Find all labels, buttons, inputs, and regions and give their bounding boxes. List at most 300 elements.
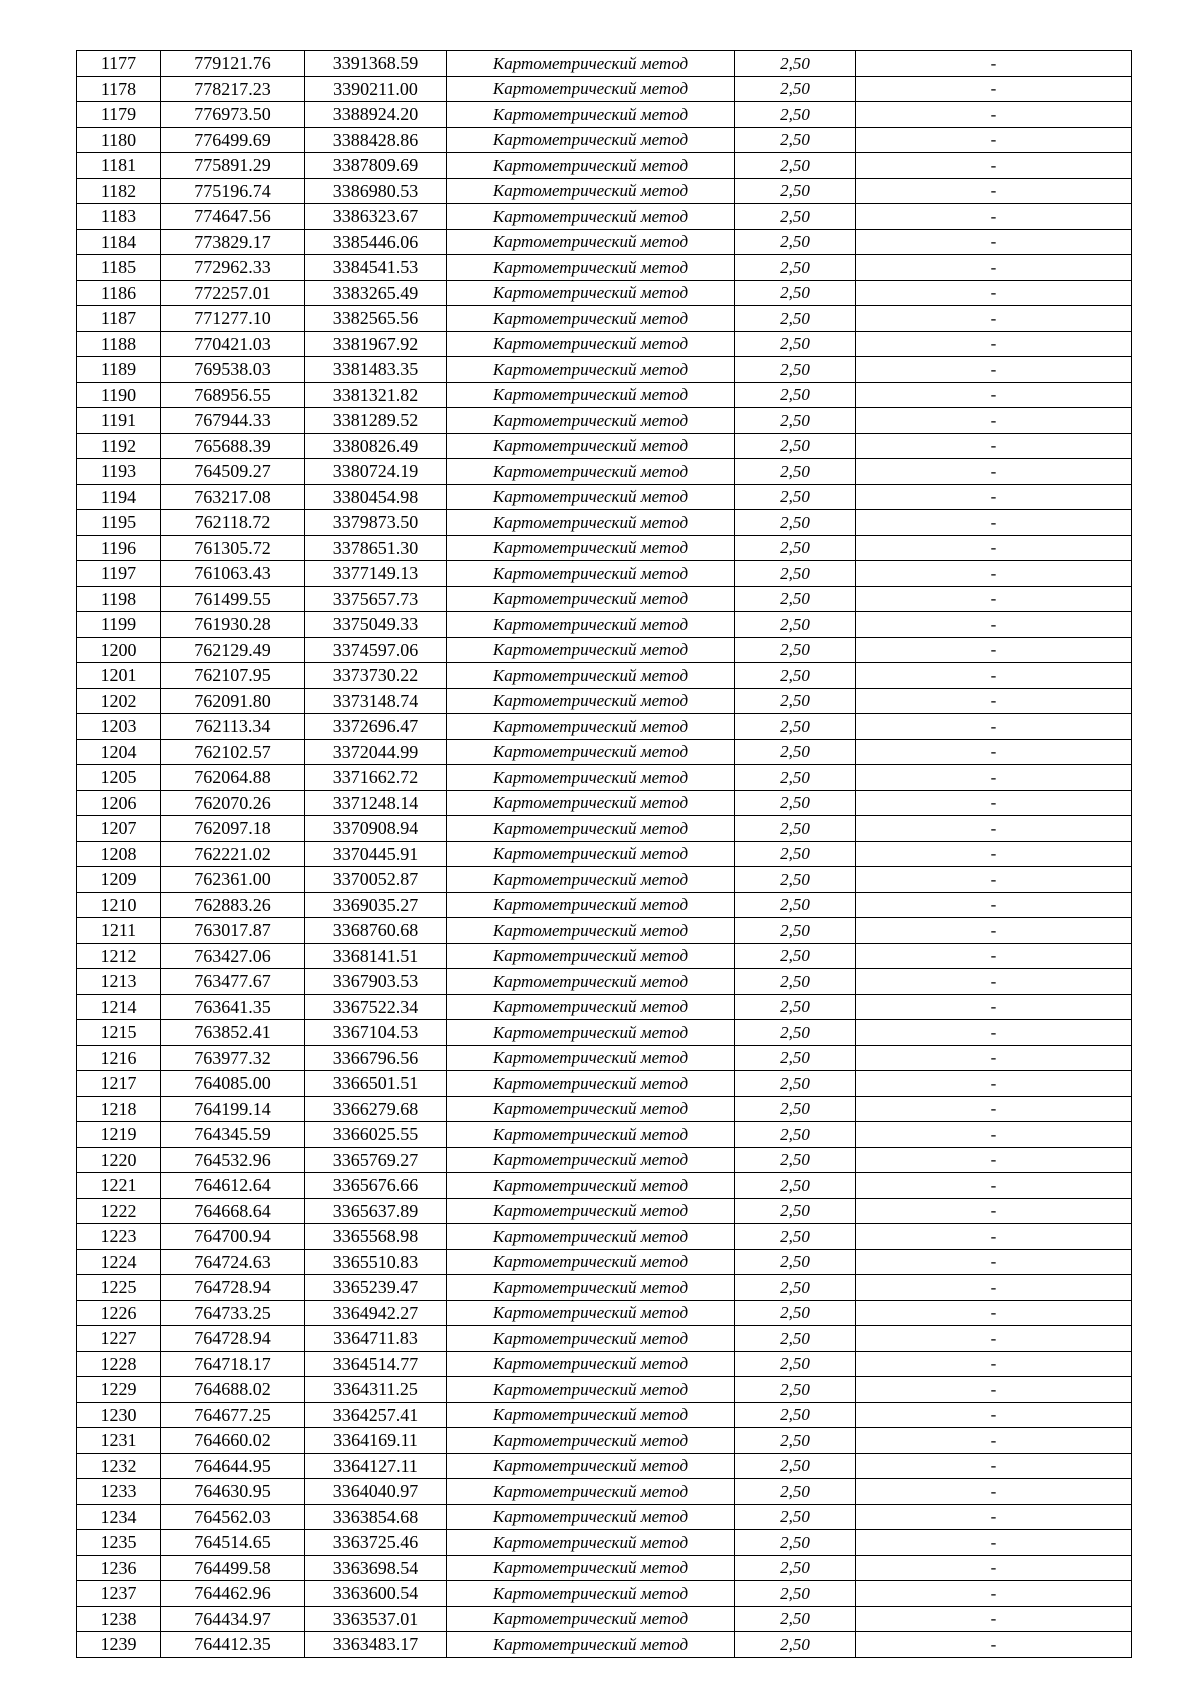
table-row	[77, 1479, 1132, 1505]
method-cell: Картометрический метод	[447, 816, 735, 842]
point-number-cell: 1203	[77, 714, 161, 740]
method-cell: Картометрический метод	[447, 255, 735, 281]
x-coordinate-cell: 764630.95	[161, 1479, 305, 1505]
y-coordinate-cell: 3384541.53	[305, 255, 447, 281]
note-cell: -	[856, 102, 1132, 128]
method-cell: Картометрический метод	[447, 1632, 735, 1658]
method-cell: Картометрический метод	[447, 76, 735, 102]
y-coordinate-cell: 3370052.87	[305, 867, 447, 893]
note-cell: -	[856, 510, 1132, 536]
method-cell: Картометрический метод	[447, 510, 735, 536]
point-number-cell: 1204	[77, 739, 161, 765]
table-row	[77, 382, 1132, 408]
x-coordinate-cell: 764718.17	[161, 1351, 305, 1377]
method-cell: Картометрический метод	[447, 586, 735, 612]
y-coordinate-cell: 3368760.68	[305, 918, 447, 944]
method-cell: Картометрический метод	[447, 1198, 735, 1224]
point-number-cell: 1196	[77, 535, 161, 561]
point-number-cell: 1232	[77, 1453, 161, 1479]
x-coordinate-cell: 779121.76	[161, 51, 305, 77]
y-coordinate-cell: 3367903.53	[305, 969, 447, 995]
note-cell: -	[856, 1428, 1132, 1454]
x-coordinate-cell: 762221.02	[161, 841, 305, 867]
x-coordinate-cell: 764700.94	[161, 1224, 305, 1250]
note-cell: -	[856, 408, 1132, 434]
y-coordinate-cell: 3372696.47	[305, 714, 447, 740]
precision-cell: 2,50	[735, 76, 856, 102]
x-coordinate-cell: 773829.17	[161, 229, 305, 255]
method-cell: Картометрический метод	[447, 204, 735, 230]
precision-cell: 2,50	[735, 1402, 856, 1428]
method-cell: Картометрический метод	[447, 1530, 735, 1556]
y-coordinate-cell: 3382565.56	[305, 306, 447, 332]
precision-cell: 2,50	[735, 127, 856, 153]
x-coordinate-cell: 762118.72	[161, 510, 305, 536]
y-coordinate-cell: 3379873.50	[305, 510, 447, 536]
table-row	[77, 994, 1132, 1020]
table-row	[77, 561, 1132, 587]
point-number-cell: 1189	[77, 357, 161, 383]
point-number-cell: 1187	[77, 306, 161, 332]
method-cell: Картометрический метод	[447, 1096, 735, 1122]
table-row	[77, 1632, 1132, 1658]
note-cell: -	[856, 1479, 1132, 1505]
x-coordinate-cell: 761930.28	[161, 612, 305, 638]
x-coordinate-cell: 763852.41	[161, 1020, 305, 1046]
table-row	[77, 433, 1132, 459]
point-number-cell: 1195	[77, 510, 161, 536]
note-cell: -	[856, 76, 1132, 102]
method-cell: Картометрический метод	[447, 51, 735, 77]
point-number-cell: 1191	[77, 408, 161, 434]
method-cell: Картометрический метод	[447, 790, 735, 816]
precision-cell: 2,50	[735, 1300, 856, 1326]
method-cell: Картометрический метод	[447, 612, 735, 638]
y-coordinate-cell: 3363725.46	[305, 1530, 447, 1556]
point-number-cell: 1179	[77, 102, 161, 128]
point-number-cell: 1211	[77, 918, 161, 944]
x-coordinate-cell: 764412.35	[161, 1632, 305, 1658]
precision-cell: 2,50	[735, 1504, 856, 1530]
y-coordinate-cell: 3364514.77	[305, 1351, 447, 1377]
note-cell: -	[856, 331, 1132, 357]
precision-cell: 2,50	[735, 484, 856, 510]
precision-cell: 2,50	[735, 1198, 856, 1224]
note-cell: -	[856, 663, 1132, 689]
point-number-cell: 1226	[77, 1300, 161, 1326]
note-cell: -	[856, 127, 1132, 153]
x-coordinate-cell: 776499.69	[161, 127, 305, 153]
method-cell: Картометрический метод	[447, 382, 735, 408]
y-coordinate-cell: 3366279.68	[305, 1096, 447, 1122]
note-cell: -	[856, 1326, 1132, 1352]
table-row	[77, 867, 1132, 893]
point-number-cell: 1202	[77, 688, 161, 714]
point-number-cell: 1193	[77, 459, 161, 485]
y-coordinate-cell: 3386323.67	[305, 204, 447, 230]
point-number-cell: 1184	[77, 229, 161, 255]
precision-cell: 2,50	[735, 433, 856, 459]
note-cell: -	[856, 1300, 1132, 1326]
precision-cell: 2,50	[735, 280, 856, 306]
point-number-cell: 1200	[77, 637, 161, 663]
y-coordinate-cell: 3365568.98	[305, 1224, 447, 1250]
table-row	[77, 229, 1132, 255]
point-number-cell: 1220	[77, 1147, 161, 1173]
x-coordinate-cell: 764728.94	[161, 1275, 305, 1301]
method-cell: Картометрический метод	[447, 1479, 735, 1505]
point-number-cell: 1185	[77, 255, 161, 281]
y-coordinate-cell: 3363600.54	[305, 1581, 447, 1607]
y-coordinate-cell: 3370908.94	[305, 816, 447, 842]
note-cell: -	[856, 816, 1132, 842]
table-row	[77, 790, 1132, 816]
method-cell: Картометрический метод	[447, 306, 735, 332]
table-row	[77, 1198, 1132, 1224]
table-row	[77, 535, 1132, 561]
method-cell: Картометрический метод	[447, 765, 735, 791]
table-row	[77, 1249, 1132, 1275]
method-cell: Картометрический метод	[447, 178, 735, 204]
table-row	[77, 841, 1132, 867]
x-coordinate-cell: 764612.64	[161, 1173, 305, 1199]
precision-cell: 2,50	[735, 1632, 856, 1658]
y-coordinate-cell: 3366501.51	[305, 1071, 447, 1097]
point-number-cell: 1233	[77, 1479, 161, 1505]
precision-cell: 2,50	[735, 204, 856, 230]
method-cell: Картометрический метод	[447, 561, 735, 587]
method-cell: Картометрический метод	[447, 1045, 735, 1071]
x-coordinate-cell: 762064.88	[161, 765, 305, 791]
precision-cell: 2,50	[735, 229, 856, 255]
y-coordinate-cell: 3368141.51	[305, 943, 447, 969]
y-coordinate-cell: 3371662.72	[305, 765, 447, 791]
y-coordinate-cell: 3381289.52	[305, 408, 447, 434]
table-row	[77, 1555, 1132, 1581]
table-row	[77, 688, 1132, 714]
precision-cell: 2,50	[735, 1147, 856, 1173]
x-coordinate-cell: 775196.74	[161, 178, 305, 204]
table-row	[77, 918, 1132, 944]
table-row	[77, 1453, 1132, 1479]
note-cell: -	[856, 1224, 1132, 1250]
table-row	[77, 255, 1132, 281]
x-coordinate-cell: 763217.08	[161, 484, 305, 510]
x-coordinate-cell: 762091.80	[161, 688, 305, 714]
note-cell: -	[856, 1249, 1132, 1275]
precision-cell: 2,50	[735, 408, 856, 434]
table-row	[77, 204, 1132, 230]
method-cell: Картометрический метод	[447, 1071, 735, 1097]
method-cell: Картометрический метод	[447, 1504, 735, 1530]
method-cell: Картометрический метод	[447, 331, 735, 357]
precision-cell: 2,50	[735, 561, 856, 587]
point-number-cell: 1180	[77, 127, 161, 153]
table-row	[77, 1326, 1132, 1352]
y-coordinate-cell: 3385446.06	[305, 229, 447, 255]
note-cell: -	[856, 204, 1132, 230]
method-cell: Картометрический метод	[447, 535, 735, 561]
point-number-cell: 1239	[77, 1632, 161, 1658]
note-cell: -	[856, 612, 1132, 638]
x-coordinate-cell: 762102.57	[161, 739, 305, 765]
table-row	[77, 1045, 1132, 1071]
method-cell: Картометрический метод	[447, 943, 735, 969]
note-cell: -	[856, 765, 1132, 791]
x-coordinate-cell: 764688.02	[161, 1377, 305, 1403]
point-number-cell: 1205	[77, 765, 161, 791]
point-number-cell: 1224	[77, 1249, 161, 1275]
precision-cell: 2,50	[735, 918, 856, 944]
method-cell: Картометрический метод	[447, 1224, 735, 1250]
table-row	[77, 510, 1132, 536]
table-row	[77, 586, 1132, 612]
x-coordinate-cell: 770421.03	[161, 331, 305, 357]
y-coordinate-cell: 3363698.54	[305, 1555, 447, 1581]
method-cell: Картометрический метод	[447, 1300, 735, 1326]
table-row	[77, 280, 1132, 306]
y-coordinate-cell: 3363537.01	[305, 1606, 447, 1632]
note-cell: -	[856, 943, 1132, 969]
method-cell: Картометрический метод	[447, 688, 735, 714]
method-cell: Картометрический метод	[447, 408, 735, 434]
note-cell: -	[856, 433, 1132, 459]
x-coordinate-cell: 764668.64	[161, 1198, 305, 1224]
y-coordinate-cell: 3373148.74	[305, 688, 447, 714]
table-row	[77, 1020, 1132, 1046]
method-cell: Картометрический метод	[447, 714, 735, 740]
point-number-cell: 1210	[77, 892, 161, 918]
point-number-cell: 1217	[77, 1071, 161, 1097]
y-coordinate-cell: 3365510.83	[305, 1249, 447, 1275]
y-coordinate-cell: 3364711.83	[305, 1326, 447, 1352]
method-cell: Картометрический метод	[447, 433, 735, 459]
point-number-cell: 1223	[77, 1224, 161, 1250]
note-cell: -	[856, 280, 1132, 306]
table-row	[77, 357, 1132, 383]
point-number-cell: 1198	[77, 586, 161, 612]
point-number-cell: 1206	[77, 790, 161, 816]
table-row	[77, 714, 1132, 740]
precision-cell: 2,50	[735, 1581, 856, 1607]
method-cell: Картометрический метод	[447, 280, 735, 306]
precision-cell: 2,50	[735, 1045, 856, 1071]
note-cell: -	[856, 306, 1132, 332]
x-coordinate-cell: 762113.34	[161, 714, 305, 740]
method-cell: Картометрический метод	[447, 1122, 735, 1148]
x-coordinate-cell: 761305.72	[161, 535, 305, 561]
precision-cell: 2,50	[735, 459, 856, 485]
y-coordinate-cell: 3381321.82	[305, 382, 447, 408]
y-coordinate-cell: 3390211.00	[305, 76, 447, 102]
precision-cell: 2,50	[735, 178, 856, 204]
table-row	[77, 153, 1132, 179]
y-coordinate-cell: 3365637.89	[305, 1198, 447, 1224]
note-cell: -	[856, 637, 1132, 663]
point-number-cell: 1227	[77, 1326, 161, 1352]
note-cell: -	[856, 688, 1132, 714]
precision-cell: 2,50	[735, 994, 856, 1020]
note-cell: -	[856, 459, 1132, 485]
method-cell: Картометрический метод	[447, 102, 735, 128]
table-row	[77, 1071, 1132, 1097]
x-coordinate-cell: 767944.33	[161, 408, 305, 434]
x-coordinate-cell: 768956.55	[161, 382, 305, 408]
table-row	[77, 51, 1132, 77]
note-cell: -	[856, 1402, 1132, 1428]
note-cell: -	[856, 51, 1132, 77]
note-cell: -	[856, 1147, 1132, 1173]
y-coordinate-cell: 3370445.91	[305, 841, 447, 867]
note-cell: -	[856, 1504, 1132, 1530]
precision-cell: 2,50	[735, 357, 856, 383]
note-cell: -	[856, 535, 1132, 561]
x-coordinate-cell: 764644.95	[161, 1453, 305, 1479]
y-coordinate-cell: 3388428.86	[305, 127, 447, 153]
point-number-cell: 1237	[77, 1581, 161, 1607]
note-cell: -	[856, 1275, 1132, 1301]
table-row	[77, 76, 1132, 102]
precision-cell: 2,50	[735, 688, 856, 714]
y-coordinate-cell: 3380724.19	[305, 459, 447, 485]
x-coordinate-cell: 762070.26	[161, 790, 305, 816]
method-cell: Картометрический метод	[447, 1453, 735, 1479]
point-number-cell: 1229	[77, 1377, 161, 1403]
precision-cell: 2,50	[735, 510, 856, 536]
point-number-cell: 1197	[77, 561, 161, 587]
x-coordinate-cell: 778217.23	[161, 76, 305, 102]
precision-cell: 2,50	[735, 1530, 856, 1556]
x-coordinate-cell: 764733.25	[161, 1300, 305, 1326]
table-row	[77, 1224, 1132, 1250]
y-coordinate-cell: 3372044.99	[305, 739, 447, 765]
point-number-cell: 1186	[77, 280, 161, 306]
x-coordinate-cell: 775891.29	[161, 153, 305, 179]
table-row	[77, 663, 1132, 689]
note-cell: -	[856, 1581, 1132, 1607]
note-cell: -	[856, 1377, 1132, 1403]
x-coordinate-cell: 761499.55	[161, 586, 305, 612]
point-number-cell: 1221	[77, 1173, 161, 1199]
precision-cell: 2,50	[735, 790, 856, 816]
method-cell: Картометрический метод	[447, 1326, 735, 1352]
method-cell: Картометрический метод	[447, 1249, 735, 1275]
precision-cell: 2,50	[735, 943, 856, 969]
point-number-cell: 1212	[77, 943, 161, 969]
x-coordinate-cell: 763427.06	[161, 943, 305, 969]
point-number-cell: 1238	[77, 1606, 161, 1632]
note-cell: -	[856, 1020, 1132, 1046]
precision-cell: 2,50	[735, 892, 856, 918]
point-number-cell: 1222	[77, 1198, 161, 1224]
precision-cell: 2,50	[735, 586, 856, 612]
point-number-cell: 1231	[77, 1428, 161, 1454]
y-coordinate-cell: 3367104.53	[305, 1020, 447, 1046]
y-coordinate-cell: 3391368.59	[305, 51, 447, 77]
precision-cell: 2,50	[735, 1096, 856, 1122]
precision-cell: 2,50	[735, 1071, 856, 1097]
precision-cell: 2,50	[735, 382, 856, 408]
note-cell: -	[856, 1555, 1132, 1581]
point-number-cell: 1225	[77, 1275, 161, 1301]
table-row	[77, 1504, 1132, 1530]
coordinates-table	[76, 50, 1132, 1658]
x-coordinate-cell: 764677.25	[161, 1402, 305, 1428]
y-coordinate-cell: 3375657.73	[305, 586, 447, 612]
point-number-cell: 1177	[77, 51, 161, 77]
method-cell: Картометрический метод	[447, 841, 735, 867]
y-coordinate-cell: 3386980.53	[305, 178, 447, 204]
point-number-cell: 1192	[77, 433, 161, 459]
point-number-cell: 1182	[77, 178, 161, 204]
x-coordinate-cell: 763017.87	[161, 918, 305, 944]
point-number-cell: 1181	[77, 153, 161, 179]
table-row	[77, 892, 1132, 918]
note-cell: -	[856, 1351, 1132, 1377]
table-row	[77, 1530, 1132, 1556]
note-cell: -	[856, 1530, 1132, 1556]
method-cell: Картометрический метод	[447, 1020, 735, 1046]
method-cell: Картометрический метод	[447, 459, 735, 485]
note-cell: -	[856, 1122, 1132, 1148]
point-number-cell: 1188	[77, 331, 161, 357]
method-cell: Картометрический метод	[447, 1147, 735, 1173]
method-cell: Картометрический метод	[447, 1402, 735, 1428]
precision-cell: 2,50	[735, 1428, 856, 1454]
x-coordinate-cell: 762107.95	[161, 663, 305, 689]
precision-cell: 2,50	[735, 1606, 856, 1632]
note-cell: -	[856, 178, 1132, 204]
note-cell: -	[856, 1173, 1132, 1199]
precision-cell: 2,50	[735, 1326, 856, 1352]
y-coordinate-cell: 3377149.13	[305, 561, 447, 587]
note-cell: -	[856, 739, 1132, 765]
method-cell: Картометрический метод	[447, 1606, 735, 1632]
method-cell: Картометрический метод	[447, 357, 735, 383]
note-cell: -	[856, 994, 1132, 1020]
y-coordinate-cell: 3380826.49	[305, 433, 447, 459]
precision-cell: 2,50	[735, 1377, 856, 1403]
point-number-cell: 1230	[77, 1402, 161, 1428]
point-number-cell: 1213	[77, 969, 161, 995]
y-coordinate-cell: 3365769.27	[305, 1147, 447, 1173]
point-number-cell: 1201	[77, 663, 161, 689]
precision-cell: 2,50	[735, 51, 856, 77]
note-cell: -	[856, 153, 1132, 179]
x-coordinate-cell: 762129.49	[161, 637, 305, 663]
precision-cell: 2,50	[735, 816, 856, 842]
method-cell: Картометрический метод	[447, 1351, 735, 1377]
table-row	[77, 1428, 1132, 1454]
method-cell: Картометрический метод	[447, 1555, 735, 1581]
point-number-cell: 1235	[77, 1530, 161, 1556]
point-number-cell: 1199	[77, 612, 161, 638]
point-number-cell: 1178	[77, 76, 161, 102]
x-coordinate-cell: 764462.96	[161, 1581, 305, 1607]
method-cell: Картометрический метод	[447, 637, 735, 663]
note-cell: -	[856, 1453, 1132, 1479]
point-number-cell: 1234	[77, 1504, 161, 1530]
x-coordinate-cell: 764532.96	[161, 1147, 305, 1173]
method-cell: Картометрический метод	[447, 739, 735, 765]
precision-cell: 2,50	[735, 153, 856, 179]
x-coordinate-cell: 765688.39	[161, 433, 305, 459]
precision-cell: 2,50	[735, 867, 856, 893]
method-cell: Картометрический метод	[447, 1275, 735, 1301]
point-number-cell: 1218	[77, 1096, 161, 1122]
note-cell: -	[856, 918, 1132, 944]
x-coordinate-cell: 771277.10	[161, 306, 305, 332]
